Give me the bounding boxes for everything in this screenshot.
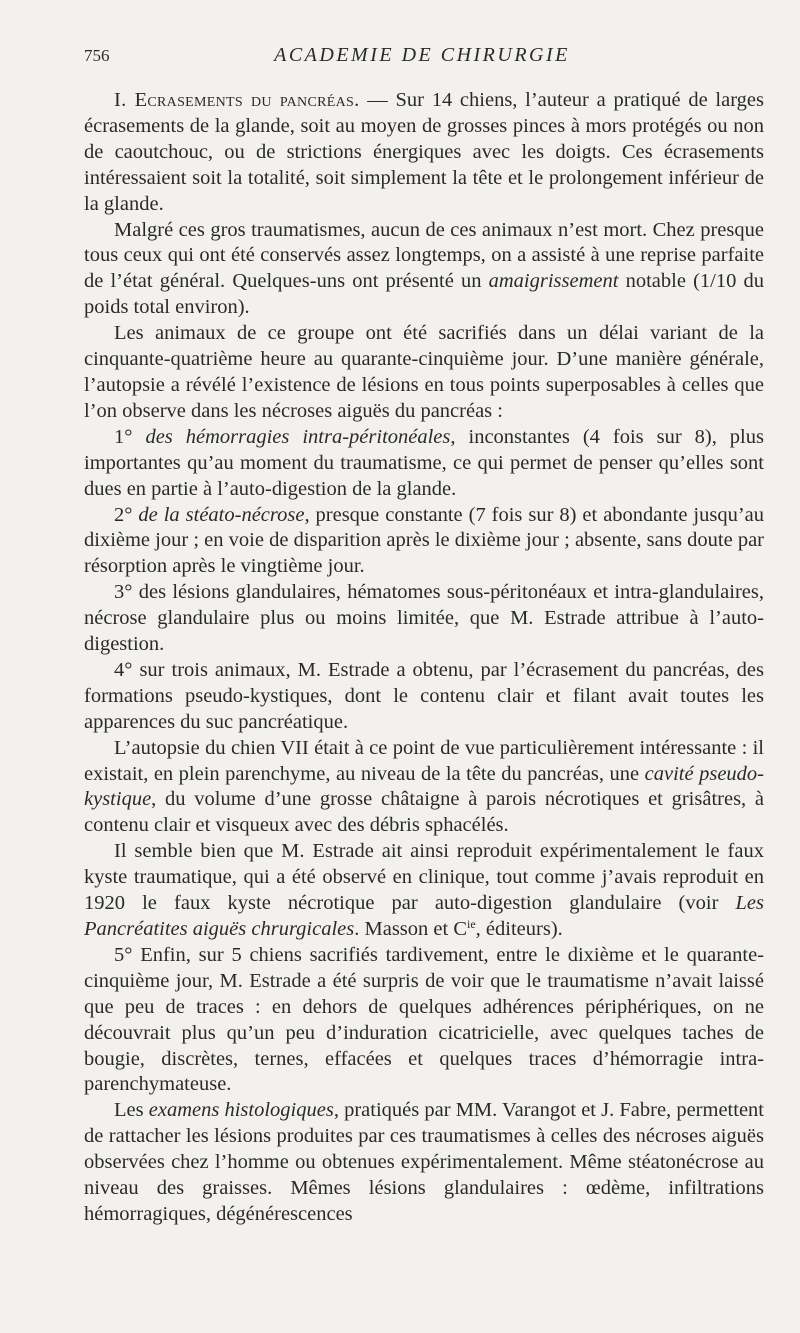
paragraph-2 [84, 218, 764, 322]
paragraph-text: , presque constante (7 fois sur 8) et abondante jusqu’au dixième jour ; en voie de disparition après le dixième jour ; absente, sans doute par résorption après le vingtième jour. [84, 503, 764, 578]
paragraph-7: 4° sur trois animaux, M. Estrade a obtenu, par l’écrasement du pancréas, des formations pseudo-kystiques, dont le contenu clair et filant avait toutes les apparences du suc pancréatique. [84, 658, 764, 733]
superscript: ie [467, 917, 476, 931]
paragraph-1 [84, 88, 764, 218]
paragraph-3: Les animaux de ce groupe ont été sacrifiés dans un délai variant de la cinquante-quatrième heure au quarante-cinquième jour. D’une manière générale, l’autopsie a révélé l’existence de lésions en tous points superposables à celles que l’on observe dans les nécroses aiguës du pancréas : [84, 322, 764, 422]
paragraph-text: , inconstantes (4 fois sur 8), plus importantes qu’au moment du traumatisme, ce qui permet de penser qu’elles sont dues en partie à l’auto-digestion de la glande. [84, 425, 764, 500]
italic-term: examens histologiques [148, 1099, 334, 1122]
paragraph-text: — Sur 14 chiens, l’auteur a pratiqué de larges écrasements de la glande, soit au moyen de grosses pinces à mors protégés ou non de caoutchouc, ou de strictions énergiques avec les doigts. Ces écrasements intéressaient soit la totalité, soit simplement la tête et le prolongement inférieur de la glande. [84, 89, 764, 215]
running-title: ACADEMIE DE CHIRURGIE [274, 44, 570, 66]
page-header [84, 44, 760, 74]
paragraph-9 [84, 839, 764, 943]
paragraph-11 [84, 1098, 764, 1228]
paragraph-text: Il semble bien que M. Estrade ait ainsi reproduit expérimentalement le faux kyste traumatique, qui a été observé en clinique, tout comme j’avais reproduit en 1920 le faux kyste nécrotique par auto-digestion glandulaire (voir [84, 840, 764, 915]
paragraph-text: , éditeurs). [475, 918, 563, 940]
paragraph-text: , du volume d’une grosse châtaigne à parois nécrotiques et grisâtres, à contenu clair et visqueux avec des débris sphacélés. [84, 788, 764, 837]
paragraph-6: 3° des lésions glandulaires, hématomes sous-péritonéaux et intra-glandulaires, nécrose glandulaire plus ou moins limitée, que M. Estrade attribue à l’auto-digestion. [84, 581, 764, 656]
italic-term: amaigrissement [488, 270, 619, 293]
paragraph-4 [84, 425, 764, 503]
paragraph-8 [84, 736, 764, 840]
paragraph-text: . Masson et C [354, 918, 467, 940]
paragraph-text: Les [114, 1099, 149, 1122]
list-number: 1° [114, 425, 146, 448]
italic-term: des hémorragies intra-péritonéales [145, 425, 451, 448]
book-title: Les Pancréatites aiguës chrurgicales [84, 892, 764, 940]
list-number: 2° [114, 503, 139, 526]
paragraph-text: L’autopsie du chien VII était à ce point de vue particulièrement intéressante : il existait, en plein parenchyme, au niveau de la tête du pancréas, une [84, 736, 764, 785]
page-number: 756 [84, 46, 110, 65]
body-text [84, 88, 764, 1228]
paragraph-5 [84, 503, 764, 581]
paragraph-text: Malgré ces gros traumatismes, aucun de ces animaux n’est mort. Chez presque tous ceux qui ont été conservés assez longtemps, on a assisté à une reprise parfaite de l’état général. Quelques-uns ont présenté un [84, 218, 764, 293]
italic-term: cavité pseudo-kystique [84, 762, 764, 811]
italic-term: de la stéato-nécrose [138, 503, 305, 526]
paragraph-text: , pratiqués par MM. Varangot et J. Fabre, permettent de rattacher les lésions produites par ces traumatismes à celles des nécroses aiguës observées chez l’homme ou obtenues expérimentalement. Même stéatonécrose au niveau des graisses. Mêmes lésions glandulaires : œdème, infiltrations hémorragiques, dégénérescences [84, 1099, 764, 1225]
paragraph-text: notable (1/10 du poids total environ). [84, 270, 764, 319]
paragraph-10: 5° Enfin, sur 5 chiens sacrifiés tardivement, entre le dixième et le quarante-cinquième jour, M. Estrade a été surpris de voir que le traumatisme n’avait laissé que peu de traces : en dehors de quelques adhérences périphériques, on ne découvrait plus qu’un peu d’induration cicatricielle, avec quelques taches de bougie, discrètes, ternes, effacées et quelques traces d’hémorragie intra-parenchymateuse. [84, 943, 764, 1096]
section-heading: I. Ecrasements du pancréas. [114, 89, 360, 111]
